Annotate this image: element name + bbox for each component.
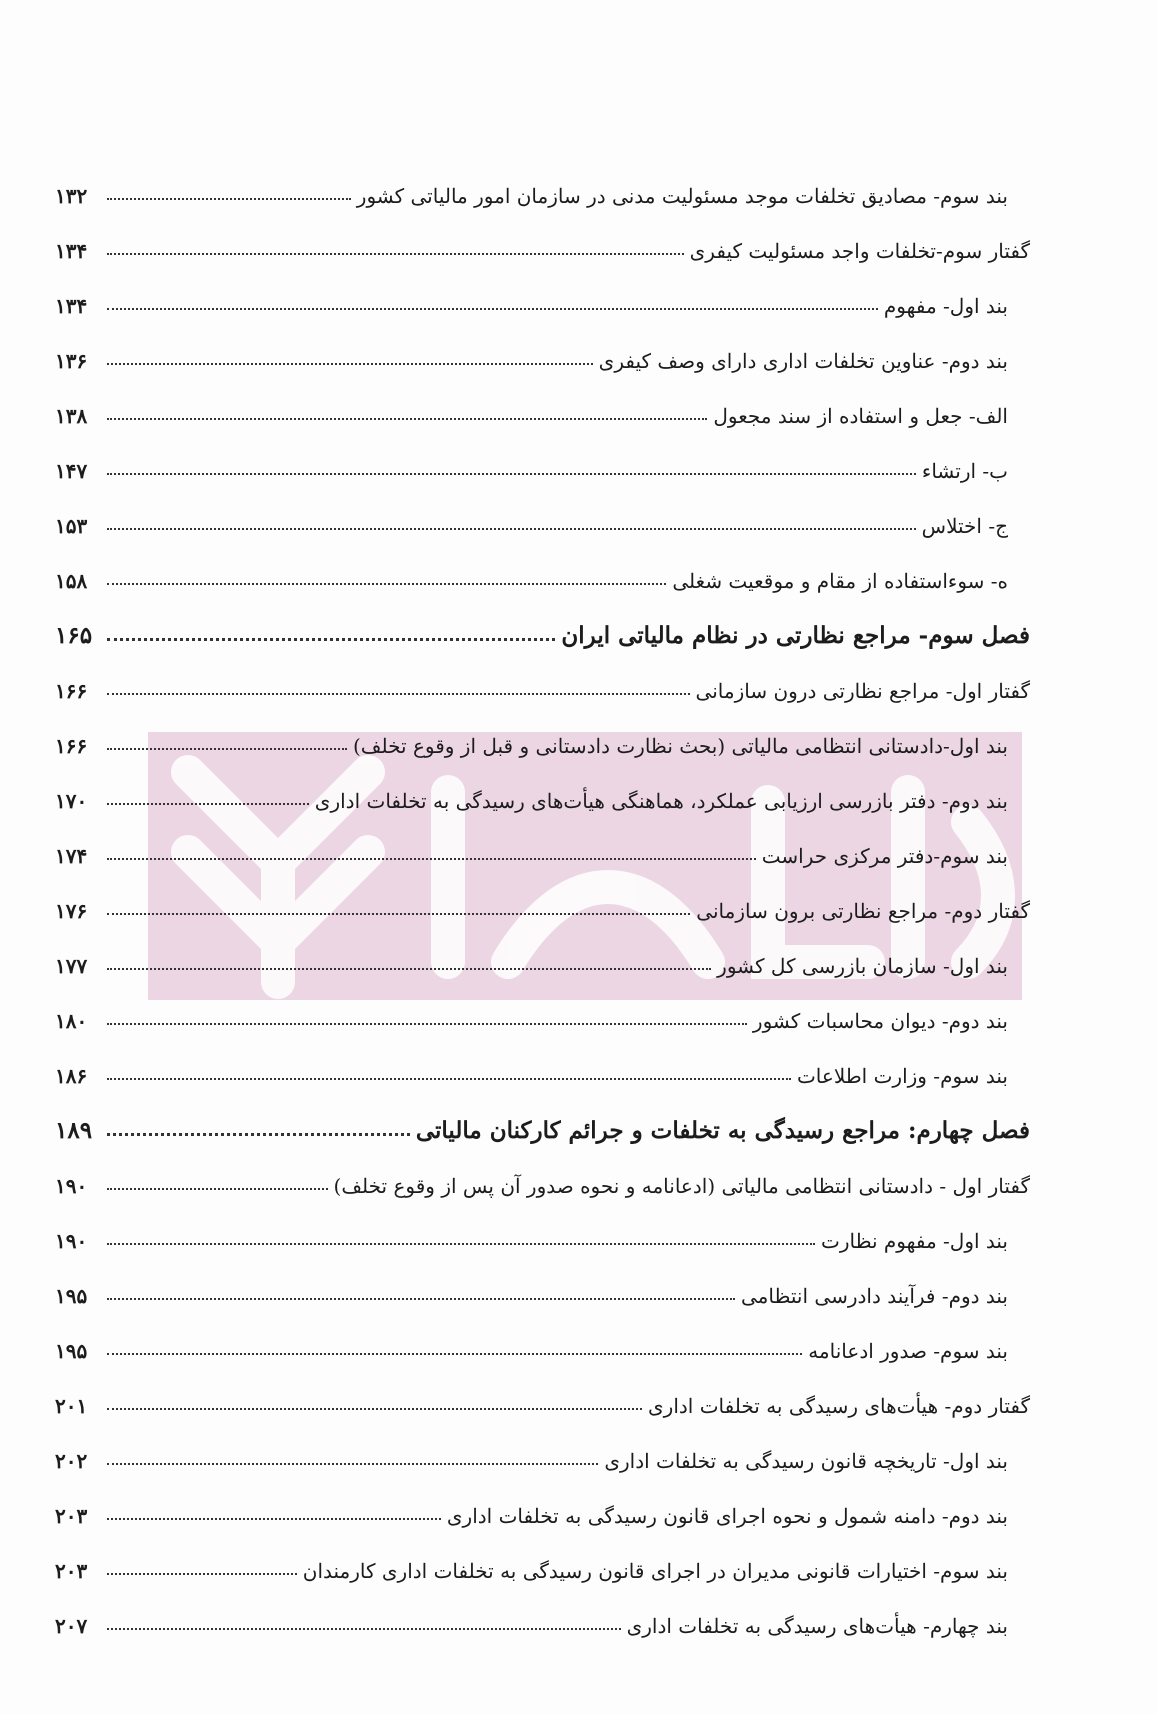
dot-leader	[107, 353, 593, 365]
toc-subsection-entry	[55, 1433, 1030, 1488]
toc-subsection-entry	[55, 278, 1030, 333]
toc-entry-title: بند دوم- دیوان محاسبات کشور	[752, 1008, 1008, 1033]
toc-page-number: ۱۹۰	[55, 1173, 88, 1198]
toc-page-number: ۱۶۵	[55, 622, 93, 649]
toc-entry-title: بند چهارم- هیأت‌های رسیدگی به تخلفات اداری	[626, 1613, 1008, 1638]
toc-subsection-entry	[55, 1048, 1030, 1103]
dot-leader	[107, 298, 878, 310]
toc-subsection-entry	[55, 1268, 1030, 1323]
toc-entry-title: الف- جعل و استفاده از سند مجعول	[713, 403, 1008, 428]
toc-page-number: ۱۸۶	[55, 1063, 88, 1088]
toc-entry-title: فصل چهارم: مراجع رسیدگی به تخلفات و جرائم کارکنان مالیاتی	[415, 1117, 1030, 1144]
toc-section-entry	[55, 223, 1030, 278]
toc-entry-title: ه- سوءاستفاده از مقام و موقعیت شغلی	[672, 568, 1008, 593]
toc-entry-title: گفتار سوم-تخلفات واجد مسئولیت کیفری	[689, 238, 1030, 263]
toc-entry-title: بند دوم- دامنه شمول و نحوه اجرای قانون رسیدگی به تخلفات اداری	[446, 1503, 1008, 1528]
toc-page-number: ۱۹۵	[55, 1283, 88, 1308]
toc-page-number: ۱۶۶	[55, 733, 88, 758]
toc-subsection-entry	[55, 1323, 1030, 1378]
toc-entry-title: گفتار دوم- مراجع نظارتی برون سازمانی	[696, 898, 1030, 923]
toc-page-number: ۱۹۰	[55, 1228, 88, 1253]
toc-subsection-entry	[55, 993, 1030, 1048]
toc-entry-title: ب- ارتشاء	[921, 458, 1008, 483]
toc-page-number: ۱۶۶	[55, 678, 88, 703]
dot-leader	[107, 518, 916, 530]
toc-page-number: ۱۷۴	[55, 843, 88, 868]
toc-page-number: ۱۵۳	[55, 513, 88, 538]
toc-subsection-entry	[55, 1213, 1030, 1268]
toc-page-number: ۱۳۲	[55, 183, 88, 208]
toc-section-entry	[55, 1158, 1030, 1213]
toc-entry-title: گفتار اول- مراجع نظارتی درون سازمانی	[695, 678, 1030, 703]
toc-subsection-entry	[55, 168, 1030, 223]
toc-page-number: ۱۸۰	[55, 1008, 88, 1033]
dot-leader	[107, 463, 916, 475]
toc-page-number: ۱۳۴	[55, 293, 88, 318]
toc-page-number: ۱۳۸	[55, 403, 88, 428]
dot-leader	[107, 1013, 747, 1025]
toc-section-entry	[55, 883, 1030, 938]
toc-entry-title: بند اول- مفهوم	[883, 293, 1008, 318]
toc-entry-title: گفتار دوم- هیأت‌های رسیدگی به تخلفات اداری	[648, 1393, 1030, 1418]
dot-leader	[107, 188, 351, 200]
toc-entry-title: بند سوم- مصادیق تخلفات موجد مسئولیت مدنی در سازمان امور مالیاتی کشور	[356, 183, 1008, 208]
dot-leader	[107, 1288, 735, 1300]
toc-section-entry	[55, 1378, 1030, 1433]
toc-entry-title: بند اول-دادستانی انتظامی مالیاتی (بحث نظارت دادستانی و قبل از وقوع تخلف)	[353, 733, 1008, 758]
toc-section-entry	[55, 663, 1030, 718]
toc-subsection-entry	[55, 1543, 1030, 1598]
dot-leader	[107, 1563, 297, 1575]
dot-leader	[107, 738, 347, 750]
toc-page-number: ۲۰۲	[55, 1448, 88, 1473]
dot-leader	[107, 1618, 621, 1630]
dot-leader	[107, 903, 690, 915]
toc-page-number: ۱۷۷	[55, 953, 88, 978]
toc-subsection-entry	[55, 498, 1030, 553]
toc-subsection-entry	[55, 443, 1030, 498]
dot-leader	[107, 1233, 815, 1245]
toc-page-number: ۱۷۶	[55, 898, 88, 923]
toc-page-number: ۱۵۸	[55, 568, 88, 593]
toc-entry-title: بند اول- سازمان بازرسی کل کشور	[717, 953, 1008, 978]
toc-page-number: ۱۸۹	[55, 1117, 93, 1144]
toc-subsection-entry	[55, 938, 1030, 993]
toc-page-number: ۱۹۵	[55, 1338, 88, 1363]
dot-leader	[107, 1453, 598, 1465]
toc-subsection-entry	[55, 773, 1030, 828]
toc-entry-title: بند سوم- اختیارات قانونی مدیران در اجرای قانون رسیدگی به تخلفات اداری کارمندان	[302, 1558, 1008, 1583]
toc-page-number: ۲۰۳	[55, 1558, 88, 1583]
dot-leader	[107, 628, 555, 641]
toc-entry-title: ج- اختلاس	[921, 513, 1008, 538]
table-of-contents	[55, 168, 1030, 1653]
toc-subsection-entry	[55, 388, 1030, 443]
toc-page-number: ۱۳۶	[55, 348, 88, 373]
toc-subsection-entry	[55, 1488, 1030, 1543]
toc-chapter-entry	[55, 608, 1030, 663]
toc-entry-title: گفتار اول - دادستانی انتظامی مالیاتی (ادعانامه و نحوه صدور آن پس از وقوع تخلف)	[333, 1173, 1030, 1198]
toc-subsection-entry	[55, 718, 1030, 773]
toc-subsection-entry	[55, 333, 1030, 388]
toc-chapter-entry	[55, 1103, 1030, 1158]
toc-page-number: ۲۰۷	[55, 1613, 88, 1638]
toc-subsection-entry	[55, 828, 1030, 883]
dot-leader	[107, 243, 684, 255]
toc-entry-title: بند اول- مفهوم نظارت	[821, 1228, 1008, 1253]
dot-leader	[107, 958, 711, 970]
toc-entry-title: بند دوم- دفتر بازرسی ارزیابی عملکرد، هماهنگی هیأت‌های رسیدگی به تخلفات اداری	[314, 788, 1008, 813]
toc-page-number: ۲۰۱	[55, 1393, 88, 1418]
dot-leader	[107, 1343, 802, 1355]
dot-leader	[107, 408, 707, 420]
toc-entry-title: بند اول- تاریخچه قانون رسیدگی به تخلفات اداری	[604, 1448, 1008, 1473]
toc-entry-title: بند دوم- فرآیند دادرسی انتظامی	[741, 1283, 1008, 1308]
dot-leader	[107, 1508, 441, 1520]
dot-leader	[107, 848, 756, 860]
dot-leader	[107, 1123, 410, 1136]
toc-entry-title: بند سوم-دفتر مرکزی حراست	[761, 843, 1008, 868]
dot-leader	[107, 573, 666, 585]
dot-leader	[107, 793, 309, 805]
toc-page-number: ۲۰۳	[55, 1503, 88, 1528]
toc-entry-title: بند سوم- وزارت اطلاعات	[796, 1063, 1008, 1088]
dot-leader	[107, 683, 690, 695]
dot-leader	[107, 1068, 791, 1080]
toc-page-number: ۱۳۴	[55, 238, 88, 263]
dot-leader	[107, 1398, 642, 1410]
toc-entry-title: بند دوم- عناوین تخلفات اداری دارای وصف کیفری	[598, 348, 1008, 373]
dot-leader	[107, 1178, 328, 1190]
toc-subsection-entry	[55, 553, 1030, 608]
toc-entry-title: فصل سوم- مراجع نظارتی در نظام مالیاتی ایران	[561, 622, 1030, 649]
toc-subsection-entry	[55, 1598, 1030, 1653]
toc-entry-title: بند سوم- صدور ادعانامه	[808, 1338, 1008, 1363]
toc-page-number: ۱۷۰	[55, 788, 88, 813]
toc-page-number: ۱۴۷	[55, 458, 88, 483]
